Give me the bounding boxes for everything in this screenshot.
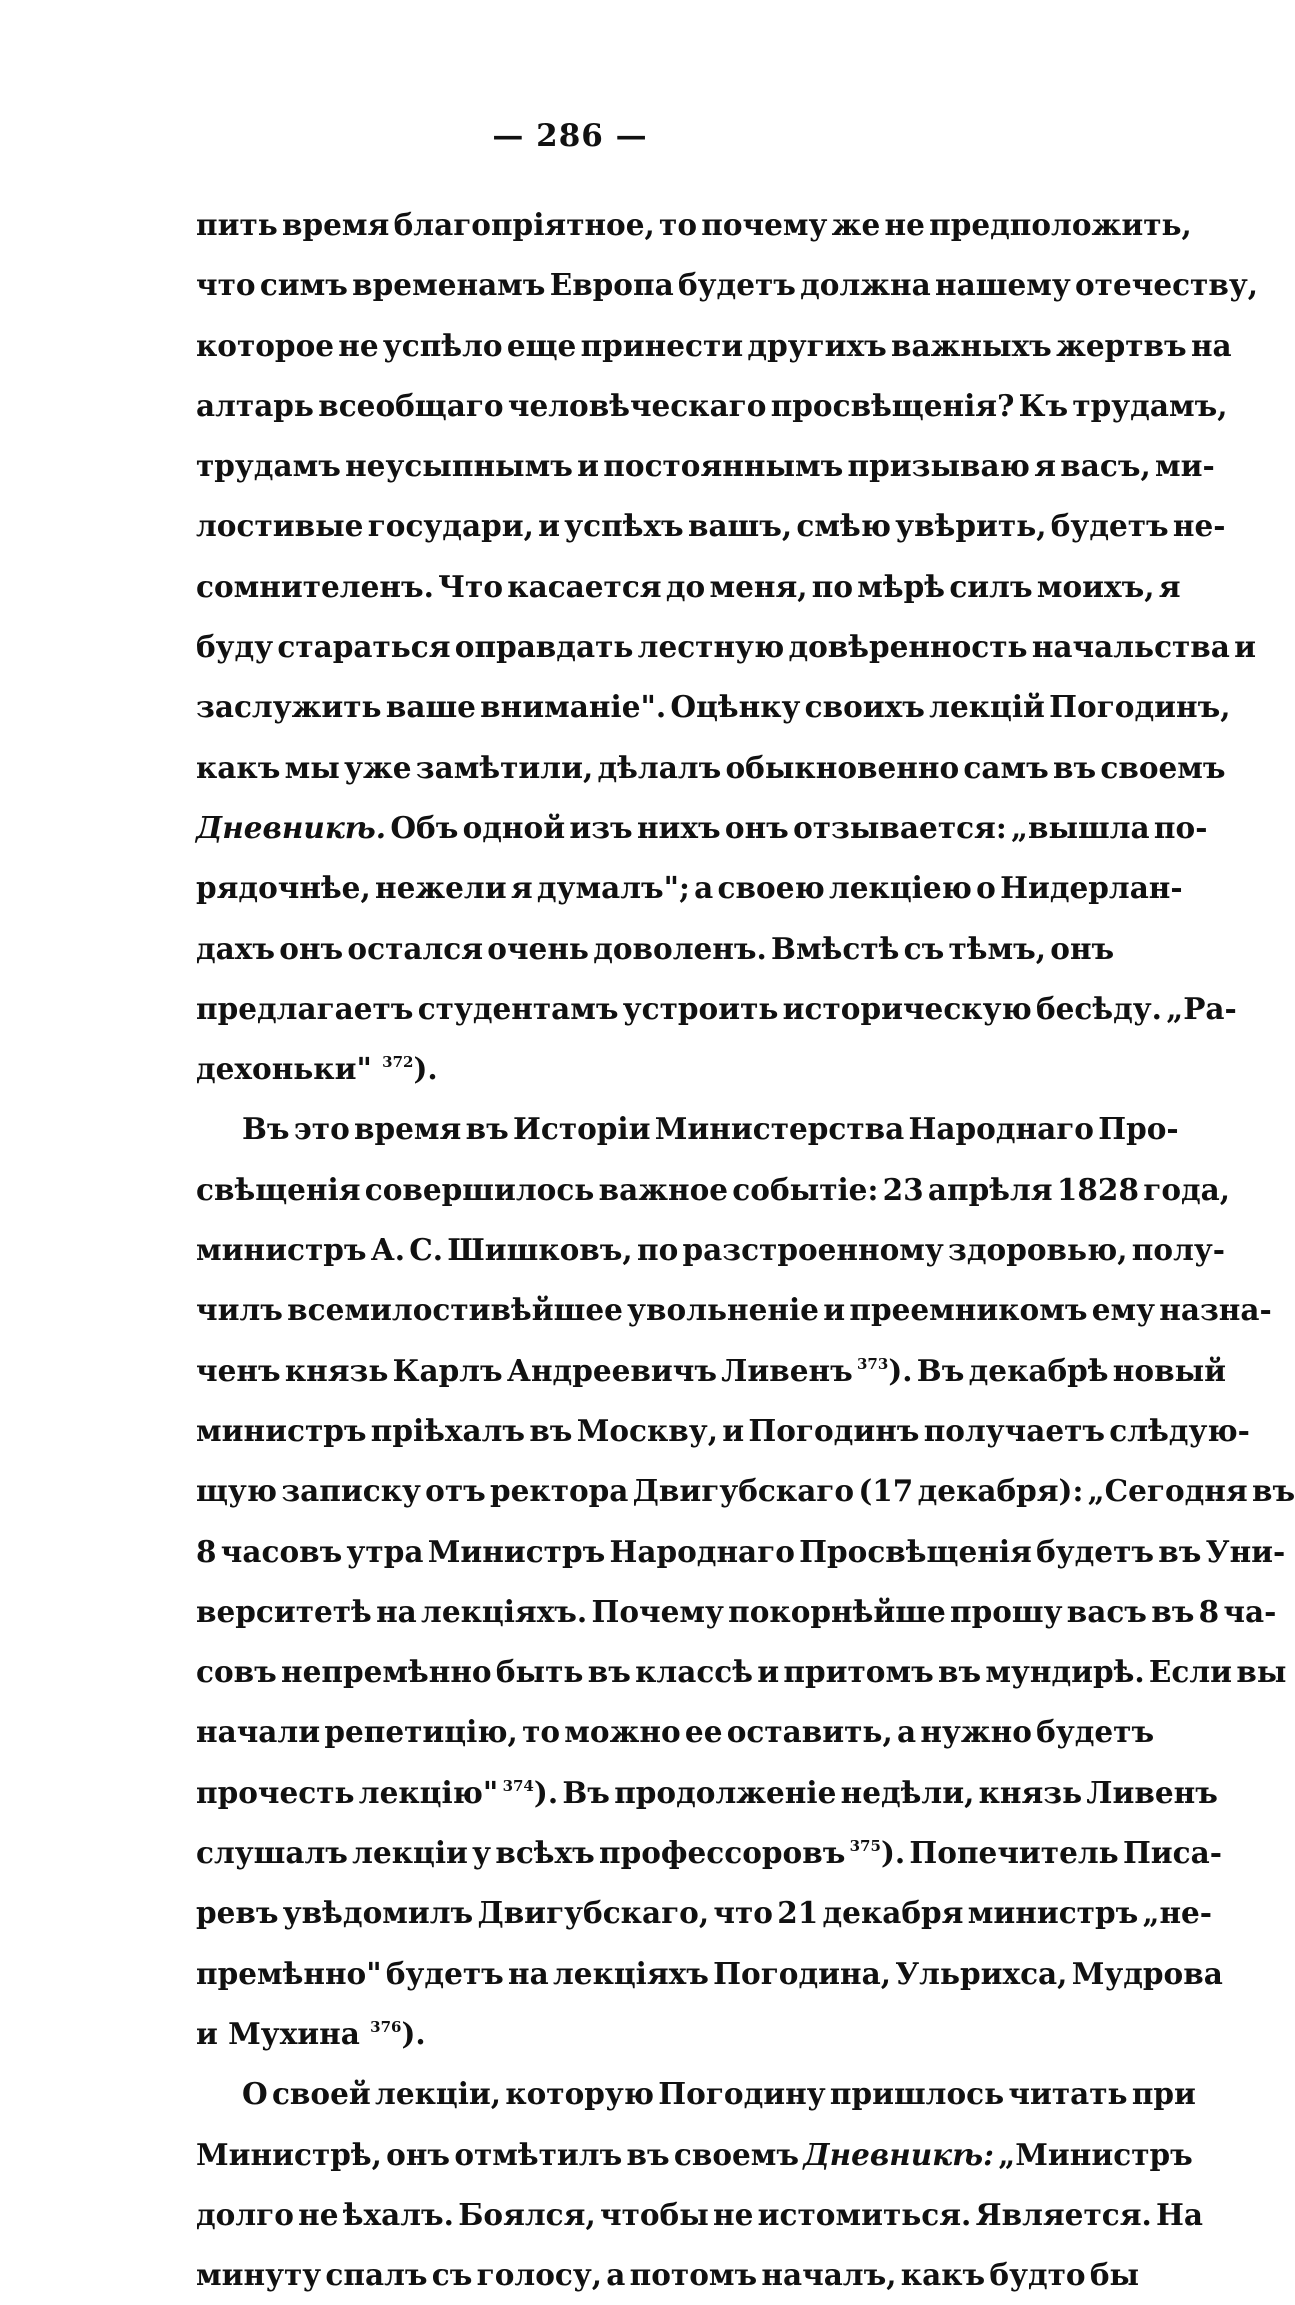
text-line: Дневникѣ. Объ одной изъ нихъ онъ отзывается: „вышла по- [196,809,1208,845]
footnote-marker: 372 [382,1053,414,1072]
text-line: Министрѣ, онъ отмѣтилъ въ своемъ Дневникѣ: „Министръ [196,2136,1193,2172]
text-line: совъ непремѣнно быть въ классѣ и притомъ въ мундирѣ. Если вы [196,1654,1287,1690]
paragraph-start-line: Въ это время въ Исторіи Министерства Народнаго Про- [242,1111,1179,1147]
footnote-marker: 373 [857,1354,889,1373]
text-line: дахъ онъ остался очень доволенъ. Вмѣстѣ съ тѣмъ, онъ [196,930,1115,966]
text-line: заслужить ваше вниманіе". Оцѣнку своихъ лекцій Погодинъ, [196,689,1231,725]
text-line: и Мухина $^{376}$). [196,2015,426,2051]
text-line: премѣнно" будетъ на лекціяхъ Погодина, Ульрихса, Мудрова [196,1955,1223,1991]
text-line: алтарь всеобщаго человѣческаго просвѣщенія? Къ трудамъ, [196,387,1228,423]
italic-title: Дневникѣ: [803,2136,994,2172]
footnote-marker: 374 [502,1776,534,1795]
text-line: долго не ѣхалъ. Боялся, чтобы не истомиться. Является. На [196,2196,1204,2232]
text-line: верситетѣ на лекціяхъ. Почему покорнѣйше прошу васъ въ 8 ча- [196,1593,1277,1629]
text-line: ревъ увѣдомилъ Двигубскаго, что 21 декабря министръ „не- [196,1895,1213,1931]
text-line: слушалъ лекціи у всѣхъ профессоровъ $^{375}$). Попечитель Писа- [196,1835,1223,1871]
text-line: щую записку отъ ректора Двигубскаго (17 декабря): „Сегодня въ [196,1473,1295,1509]
text-line: ченъ князь Карлъ Андреевичъ Ливенъ $^{373}$). Въ декабрѣ новый [196,1352,1227,1388]
text-line: рядочнѣе, нежели я думалъ"; а своею лекціею о Нидерлан- [196,870,1183,906]
body-text [196,195,1295,2305]
paragraph-start-line: О своей лекціи, которую Погодину пришлось читать при [242,2076,1196,2112]
text-line: буду стараться оправдать лестную довѣренность начальства и [196,629,1257,665]
text-line: 8 часовъ утра Министръ Народнаго Просвѣщенія будетъ въ Уни- [196,1533,1286,1569]
text-line: пить время благопріятное, то почему же не предположить, [196,207,1192,242]
text-line: сомнителенъ. Что касается до меня, по мѣрѣ силъ моихъ, я [196,568,1181,604]
text-line: которое не успѣло еще принести другихъ важныхъ жертвъ на [196,327,1232,363]
footnote-marker: 375 [849,1837,881,1856]
text-line: министръ пріѣхалъ въ Москву, и Погодинъ получаетъ слѣдую- [196,1412,1250,1448]
text-line: минуту спалъ съ голосу, а потомъ началъ, какъ будто бы [196,2257,1140,2293]
text-line: предлагаетъ студентамъ устроить историческую бесѣду. „Ра- [196,990,1237,1026]
footnote-marker: 376 [370,2017,402,2036]
page-number: — 286 — [492,118,648,154]
text-line: трудамъ неусыпнымъ и постояннымъ призываю я васъ, ми- [196,448,1215,484]
text-line: какъ мы уже замѣтили, дѣлалъ обыкновенно самъ въ своемъ [196,749,1226,785]
text-line: чилъ всемилостивѣйшее увольненіе и преемникомъ ему назна- [196,1292,1272,1328]
text-line: свѣщенія совершилось важное событіе: 23 апрѣля 1828 года, [196,1171,1231,1207]
text-line: дехоньки" $^{372}$). [196,1051,438,1087]
text-line: прочесть лекцію" $^{374}$). Въ продолженіе недѣли, князь Ливенъ [196,1774,1218,1810]
text-line: лостивые государи, и успѣхъ вашъ, смѣю увѣрить, будетъ не- [196,508,1226,544]
text-line: министръ А. С. Шишковъ, по разстроенному здоровью, полу- [196,1232,1226,1268]
text-line: что симъ временамъ Европа будетъ должна нашему отечеству, [196,267,1258,303]
text-line: начали репетицію, то можно ее оставить, а нужно будетъ [196,1714,1155,1750]
italic-title: Дневникѣ. [196,809,387,845]
